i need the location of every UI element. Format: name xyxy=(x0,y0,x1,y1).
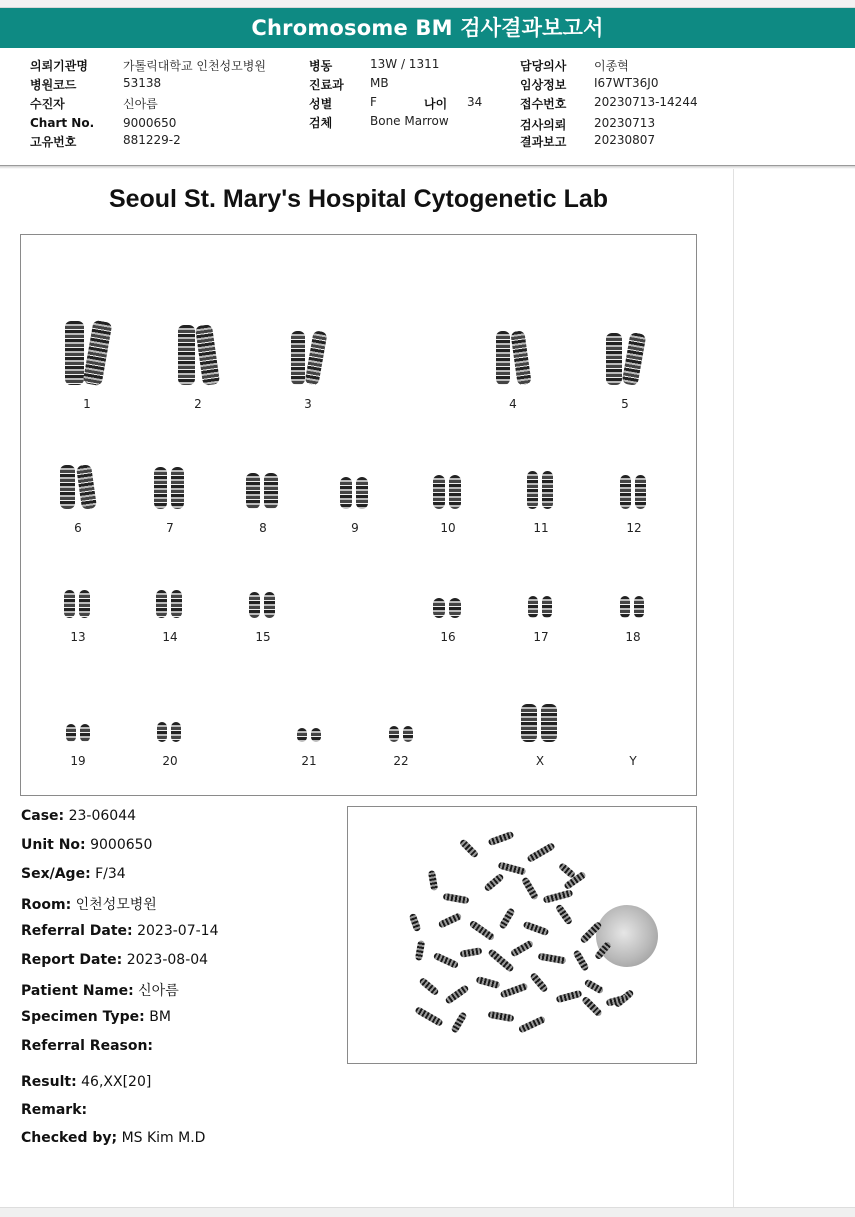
chromosome-label-17: 17 xyxy=(533,630,549,644)
sex-value: F xyxy=(370,95,377,109)
metaphase-chromosome xyxy=(483,873,504,893)
specimen-label: 검체 xyxy=(309,116,333,130)
metaphase-chromosome xyxy=(476,976,501,989)
chart-no-label: Chart No. xyxy=(30,116,95,130)
chromosome-14-b xyxy=(171,590,182,618)
chromosome-3-b xyxy=(304,330,327,386)
chromosome-15-b xyxy=(264,592,275,618)
chromosome-5-b xyxy=(622,332,647,386)
metaphase-chromosome xyxy=(538,953,567,965)
chromosome-label-Y: Y xyxy=(629,754,637,768)
report-date-value: 2023-08-04 xyxy=(126,952,209,968)
metaphase-chromosome xyxy=(500,982,529,998)
metaphase-chromosome xyxy=(572,949,589,972)
age-value: 34 xyxy=(467,95,483,109)
unit-no-row: Unit No: 9000650 xyxy=(21,837,153,853)
chromosome-label-5: 5 xyxy=(621,397,629,411)
chromosome-20-a xyxy=(157,722,167,742)
chromosome-X-b xyxy=(541,704,557,742)
room-row: Room: 인천성모병원 xyxy=(21,897,157,913)
chromosome-label-21: 21 xyxy=(301,754,317,768)
chromosome-label-20: 20 xyxy=(162,754,178,768)
report-banner-title: Chromosome BM 검사결과보고서 xyxy=(0,8,855,48)
chromosome-9-b xyxy=(356,477,368,509)
header-divider xyxy=(0,166,855,169)
chromosome-8-a xyxy=(246,473,260,509)
chromosome-label-6: 6 xyxy=(74,521,82,535)
chromosome-label-15: 15 xyxy=(255,630,271,644)
metaphase-chromosome xyxy=(581,996,603,1018)
chromosome-label-19: 19 xyxy=(70,754,86,768)
chromosome-9-a xyxy=(340,477,352,509)
unique-id-label: 고유번호 xyxy=(30,135,77,149)
chromosome-2-a xyxy=(178,325,195,385)
chromosome-12-a xyxy=(620,475,631,509)
clinical-info-value: I67WT36J0 xyxy=(594,76,659,90)
specimen-type-row: Specimen Type: BM xyxy=(21,1009,171,1025)
metaphase-chromosome xyxy=(488,1011,515,1022)
chromosome-label-13: 13 xyxy=(70,630,86,644)
sex-age-value: F/34 xyxy=(95,866,126,882)
chromosome-4-a xyxy=(496,331,510,385)
result-value: 46,XX[20] xyxy=(81,1074,152,1090)
result-report-label: 결과보고 xyxy=(520,135,567,149)
metaphase-chromosome xyxy=(556,990,583,1003)
chromosome-21-a xyxy=(297,728,307,742)
chromosome-label-3: 3 xyxy=(304,397,312,411)
ward-label: 병동 xyxy=(309,59,333,73)
patient-value: 신아름 xyxy=(123,97,158,111)
metaphase-chromosome xyxy=(438,912,463,928)
metaphase-chromosome xyxy=(498,907,515,930)
chromosome-label-X: X xyxy=(535,754,545,768)
chromosome-label-8: 8 xyxy=(259,521,267,535)
unit-no-value: 9000650 xyxy=(90,837,153,853)
request-date-value: 20230713 xyxy=(594,116,656,130)
patient-info-header xyxy=(0,48,855,166)
hospital-code-label: 병원코드 xyxy=(30,78,77,92)
metaphase-chromosome xyxy=(488,831,515,846)
chromosome-8-b xyxy=(264,473,278,509)
chromosome-label-10: 10 xyxy=(440,521,456,535)
physician-label: 담당의사 xyxy=(520,59,567,73)
chromosome-22-b xyxy=(403,726,413,742)
right-margin-panel xyxy=(733,169,855,1207)
chromosome-label-9: 9 xyxy=(351,521,359,535)
department-value: MB xyxy=(370,76,389,90)
chromosome-16-a xyxy=(433,598,445,618)
chromosome-10-b xyxy=(449,475,461,509)
sex-label: 성별 xyxy=(309,97,333,111)
case-row: Case: 23-06044 xyxy=(21,808,137,824)
chromosome-4-b xyxy=(510,330,531,385)
chromosome-3-a xyxy=(291,331,305,385)
metaphase-chromosome xyxy=(415,940,425,961)
hospital-code-value: 53138 xyxy=(123,76,162,90)
metaphase-chromosome xyxy=(443,893,470,904)
chromosome-6-b xyxy=(76,464,97,510)
patient-name-value: 신아름 xyxy=(138,983,179,999)
chromosome-22-a xyxy=(389,726,399,742)
chromosome-label-7: 7 xyxy=(166,521,174,535)
ward-value: 13W / 1311 xyxy=(370,57,440,71)
referral-date-value: 2023-07-14 xyxy=(137,923,219,939)
metaphase-chromosome xyxy=(409,913,422,932)
chromosome-label-4: 4 xyxy=(509,397,517,411)
department-label: 진료과 xyxy=(309,78,344,92)
referral-reason-row: Referral Reason: xyxy=(21,1038,154,1054)
physician-value: 이종혁 xyxy=(594,59,629,73)
specimen-value: Bone Marrow xyxy=(370,114,449,128)
room-value: 인천성모병원 xyxy=(75,897,157,913)
chromosome-1-a xyxy=(65,321,84,385)
chromosome-5-a xyxy=(606,333,622,385)
chromosome-20-b xyxy=(171,722,181,742)
metaphase-chromosome xyxy=(459,838,480,859)
chromosome-11-a xyxy=(527,471,538,509)
chromosome-7-a xyxy=(154,467,167,509)
metaphase-chromosome xyxy=(529,972,549,993)
metaphase-chromosome xyxy=(526,842,555,863)
chromosome-label-2: 2 xyxy=(194,397,202,411)
referral-date-row: Referral Date: 2023-07-14 xyxy=(21,923,219,939)
checked-by-value: MS Kim M.D xyxy=(121,1130,206,1146)
patient-label: 수진자 xyxy=(30,97,65,111)
chromosome-16-b xyxy=(449,598,461,618)
request-date-label: 검사의뢰 xyxy=(520,118,567,132)
metaphase-chromosome xyxy=(433,952,460,969)
remark-row: Remark: xyxy=(21,1102,88,1118)
metaphase-chromosome xyxy=(555,903,573,925)
metaphase-chromosome xyxy=(543,889,574,904)
metaphase-chromosome xyxy=(460,947,483,958)
chromosome-X-a xyxy=(521,704,537,742)
metaphase-chromosome xyxy=(444,984,469,1005)
metaphase-chromosome xyxy=(414,1006,443,1027)
chromosome-19-a xyxy=(66,724,76,742)
institution-value: 가톨릭대학교 인천성모병원 xyxy=(123,59,266,73)
clinical-info-label: 임상정보 xyxy=(520,78,567,92)
metaphase-chromosome xyxy=(518,1015,546,1033)
metaphase-chromosome xyxy=(469,920,496,942)
metaphase-chromosome xyxy=(498,861,527,875)
metaphase-chromosome xyxy=(523,921,550,936)
chromosome-7-b xyxy=(171,467,184,509)
chromosome-17-b xyxy=(542,596,552,618)
metaphase-chromosome xyxy=(428,870,438,891)
report-date-row: Report Date: 2023-08-04 xyxy=(21,952,209,968)
metaphase-image xyxy=(347,806,697,1064)
lab-title: Seoul St. Mary's Hospital Cytogenetic Lab xyxy=(108,185,609,213)
metaphase-chromosome xyxy=(450,1011,467,1034)
age-label: 나이 xyxy=(424,97,448,111)
result-row: Result: 46,XX[20] xyxy=(21,1074,152,1090)
chart-no-value: 9000650 xyxy=(123,116,177,130)
chromosome-18-a xyxy=(620,596,630,618)
checked-by-row: Checked by; MS Kim M.D xyxy=(21,1130,206,1146)
chromosome-10-a xyxy=(433,475,445,509)
chromosome-19-b xyxy=(80,724,90,742)
metaphase-chromosome xyxy=(510,939,534,957)
chromosome-17-a xyxy=(528,596,538,618)
accession-no-label: 접수번호 xyxy=(520,97,567,111)
chromosome-1-b xyxy=(83,320,113,386)
chromosome-12-b xyxy=(635,475,646,509)
accession-no-value: 20230713-14244 xyxy=(594,95,698,109)
chromosome-13-b xyxy=(79,590,90,618)
case-value: 23-06044 xyxy=(68,808,137,824)
chromosome-15-a xyxy=(249,592,260,618)
institution-label: 의뢰기관명 xyxy=(30,59,88,73)
bottom-strip xyxy=(0,1207,855,1217)
chromosome-21-b xyxy=(311,728,321,742)
metaphase-chromosome xyxy=(584,978,605,994)
chromosome-2-b xyxy=(195,324,220,386)
metaphase-chromosome xyxy=(521,876,539,900)
chromosome-11-b xyxy=(542,471,553,509)
karyotype-panel xyxy=(20,234,697,796)
patient-name-row: Patient Name: 신아름 xyxy=(21,983,179,999)
chromosome-label-12: 12 xyxy=(626,521,642,535)
metaphase-chromosome xyxy=(418,977,439,997)
chromosome-label-22: 22 xyxy=(393,754,409,768)
top-strip xyxy=(0,0,855,8)
chromosome-label-11: 11 xyxy=(533,521,549,535)
chromosome-label-18: 18 xyxy=(625,630,641,644)
chromosome-18-b xyxy=(634,596,644,618)
chromosome-label-16: 16 xyxy=(440,630,456,644)
sex-age-row: Sex/Age: F/34 xyxy=(21,866,126,882)
chromosome-13-a xyxy=(64,590,75,618)
chromosome-label-1: 1 xyxy=(83,397,91,411)
chromosome-6-a xyxy=(60,465,75,509)
chromosome-14-a xyxy=(156,590,167,618)
result-report-value: 20230807 xyxy=(594,133,656,147)
unique-id-value: 881229-2 xyxy=(123,133,181,147)
specimen-type-value: BM xyxy=(149,1009,171,1025)
interphase-nucleus xyxy=(596,905,658,967)
chromosome-label-14: 14 xyxy=(162,630,178,644)
